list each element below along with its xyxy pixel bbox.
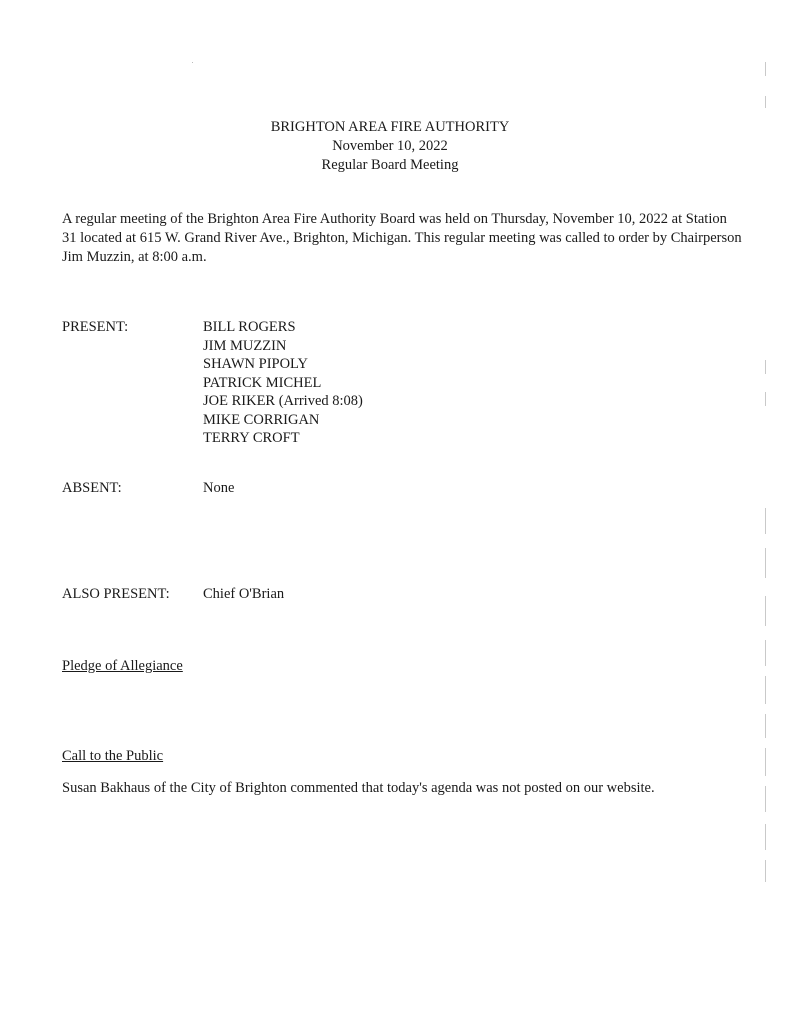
document-header xyxy=(0,118,780,175)
scan-speck xyxy=(192,62,193,63)
meeting-date: November 10, 2022 xyxy=(332,138,448,154)
present-label: PRESENT: xyxy=(62,319,129,335)
org-name: BRIGHTON AREA FIRE AUTHORITY xyxy=(270,119,510,135)
present-name: MIKE CORRIGAN xyxy=(203,411,320,428)
meeting-type: Regular Board Meeting xyxy=(321,157,459,173)
also-present-label: ALSO PRESENT: xyxy=(62,586,170,602)
absent-value: None xyxy=(203,480,235,496)
present-name: PATRICK MICHEL xyxy=(203,374,322,391)
present-name: BILL ROGERS xyxy=(203,319,296,335)
present-name: TERRY CROFT xyxy=(203,430,300,446)
absent-label: ABSENT: xyxy=(62,480,122,496)
present-name: JIM MUZZIN xyxy=(203,337,287,354)
call-to-public-heading: Call to the Public xyxy=(62,748,164,764)
pledge-heading: Pledge of Allegiance xyxy=(62,658,183,674)
present-name: SHAWN PIPOLY xyxy=(203,356,308,372)
also-present-value: Chief O'Brian xyxy=(203,586,285,602)
call-to-public-text: Susan Bakhaus of the City of Brighton commented that today's agenda was not posted on our website. xyxy=(62,780,655,796)
present-names-list xyxy=(203,318,363,448)
present-name: JOE RIKER (Arrived 8:08) xyxy=(203,393,363,409)
intro-paragraph: A regular meeting of the Brighton Area Fire Authority Board was held on Thursday, November 10, 2022 at Station 31 located at 615 W. Grand River Ave., Brighton, Michigan. This regular meeting was called to order by Chairperson Jim Muzzin, at 8:00 a.m. xyxy=(62,211,742,265)
